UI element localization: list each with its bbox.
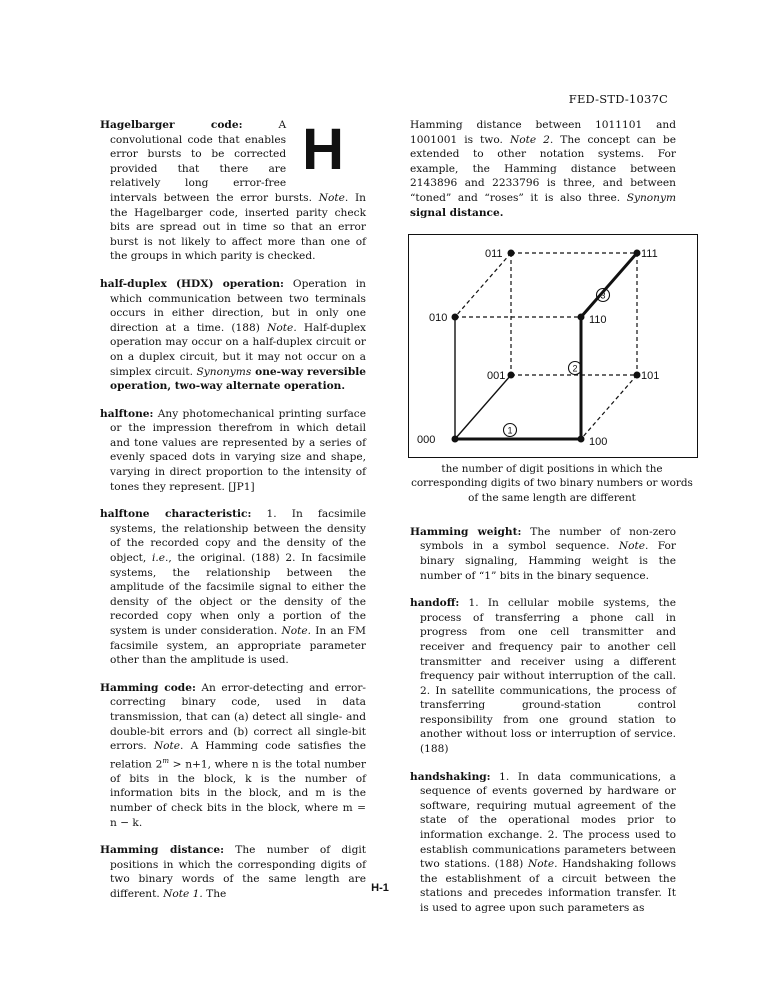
- entry-text: Operation in which communication between two terminals occurs in either direction, but in only one direction at a time. (188): [110, 277, 366, 334]
- entry-text: In the Hagelbarger code, inserted parity check bits are spread out in time so that an error burst is not likely to affect more than one of the groups in which parity is checked.: [110, 191, 366, 263]
- entry-hamming-distance-continued: [410, 118, 676, 220]
- entry-hamming-weight: [410, 525, 676, 583]
- entry-term: Hamming code:: [100, 681, 196, 694]
- entry-hamming-code: [100, 681, 366, 830]
- entry-text: The number of digit positions in which the corresponding digits of two binary words of the same length are different.: [110, 844, 366, 901]
- entry-text: A Hamming code satisfies the relation 2: [110, 740, 366, 771]
- synonym-label: Synonyms: [196, 365, 252, 378]
- vertex-110: 110: [589, 314, 607, 327]
- entry-handoff: [410, 596, 676, 757]
- note-label: Note.: [281, 625, 312, 637]
- synonym-label: Synonym: [626, 191, 676, 204]
- entry-term: Hamming distance:: [100, 844, 224, 857]
- entry-term: halftone characteristic:: [100, 508, 252, 521]
- step-1-label: 1: [507, 425, 513, 436]
- figure-caption: the number of digit positions in which the corresponding digits of two binary numbers or words of the same length are different: [411, 463, 693, 504]
- entry-halftone: [100, 407, 366, 495]
- note-label: Note.: [267, 321, 297, 334]
- step-3-label: 3: [600, 290, 606, 301]
- entry-text: An error-detecting and error-correcting binary code, used in data transmission, that can (a) detect all single- and double-bit errors and (b) correct all single-bit errors.: [110, 681, 366, 753]
- page-number: H-1: [371, 882, 389, 894]
- section-letter: H: [302, 117, 344, 182]
- entry-hagelbarger-code: [100, 118, 366, 264]
- entry-text: > n+1, where n is the total number of bits in the block, k is the number of information bits in the block, and m is the number of check bits in the block, where m = n − k.: [110, 758, 366, 829]
- entry-text: Half-duplex operation may occur on a half-duplex circuit or on a duplex circuit, but it may not occur on a simplex circuit.: [110, 321, 366, 378]
- note-label: Note 2.: [509, 133, 554, 146]
- hamming-cube-figure: [408, 234, 698, 458]
- vertex-101: 101: [641, 370, 660, 383]
- note-label: Note.: [153, 740, 184, 753]
- entry-text: , the original. (188) 2. In facsimile systems, the relationship between the amplitude of the facsimile signal to either the density of the object or the density of the recorded copy when only a portion of the system is under consideration.: [110, 552, 366, 637]
- entry-term: Hamming weight:: [410, 525, 522, 538]
- entry-halftone-characteristic: [100, 507, 366, 668]
- entry-term: Hagelbarger code:: [100, 119, 243, 131]
- entry-term: halftone:: [100, 407, 154, 420]
- entry-term: handshaking:: [410, 770, 491, 783]
- entry-term: handoff:: [410, 597, 460, 610]
- step-2-label: 2: [572, 363, 578, 374]
- note-label: Note.: [527, 858, 558, 871]
- entry-text: The concept can be extended to other notation systems. For example, the Hamming distance between 2143896 and 2233796 is three, and between “toned” and “roses” it is also three.: [410, 133, 676, 204]
- entry-term: half-duplex (HDX) operation:: [100, 277, 284, 290]
- cube-diagram: [409, 235, 697, 457]
- note-label: Note.: [318, 191, 349, 204]
- synonym-terms: one-way reversible operation, two-way alternate operation.: [110, 365, 366, 393]
- entry-text: In an FM facsimile system, an appropriate parameter other than the amplitude is used.: [110, 625, 366, 667]
- document-id: FED-STD-1037C: [568, 92, 668, 106]
- entry-text: 1. In data communications, a sequence of events governed by hardware or software, requiring mutual agreement of the state of the operational modes prior to information exchange. 2. The process used to establish communications parameters between two stations. (188): [420, 770, 676, 871]
- right-column: [410, 118, 693, 929]
- vertex-011: 011: [485, 248, 503, 261]
- entry-half-duplex-operation: [100, 277, 366, 394]
- entry-text: 1. In cellular mobile systems, the process of transferring a phone call in progress from one cell transmitter and receiver and frequency pair to another cell transmitter and receiver using a different frequency pair without interruption of the call. 2. In satellite communications, the process of transferring ground-station control responsibility from one ground station to another without loss or interruption of service. (188): [420, 597, 676, 756]
- vertex-000: 000: [417, 434, 436, 447]
- vertex-010: 010: [429, 312, 448, 325]
- note-label: Note 1.: [163, 888, 203, 901]
- synonym-terms: signal distance.: [410, 206, 504, 219]
- entry-text: Handshaking follows the establishment of a circuit between the stations and precedes information transfer. It is used to agree upon such parameters as: [420, 858, 677, 915]
- left-column: [100, 118, 366, 915]
- exponent: m: [162, 756, 169, 765]
- entry-text: 1. In facsimile systems, the relationship between the density of the recorded copy and the density of the object,: [110, 508, 366, 565]
- entry-text: A convolutional code that enables error bursts to be corrected provided that there are relatively long error-free intervals between the error bursts.: [110, 119, 319, 204]
- note-label: Note.: [618, 540, 649, 553]
- ie-abbrev: i.e.: [152, 552, 169, 565]
- entry-text: The: [202, 888, 227, 901]
- entry-text: Any photomechanical printing surface or the impression therefrom in which detail and tone values are represented by a series of evenly spaced dots in varying size and shape, varying in direct proportion to the intensity of tones they represent. [JP1]: [110, 407, 366, 493]
- entry-text: Hamming distance between 1011101 and 1001001 is two.: [410, 119, 676, 146]
- entry-text: The number of non-zero symbols in a symbol sequence.: [420, 525, 676, 553]
- vertex-111: 111: [641, 248, 658, 261]
- vertex-001: 001: [487, 370, 506, 383]
- entry-text: For binary signaling, Hamming weight is the number of “1” bits in the binary sequence.: [420, 540, 676, 582]
- vertex-100: 100: [589, 436, 608, 449]
